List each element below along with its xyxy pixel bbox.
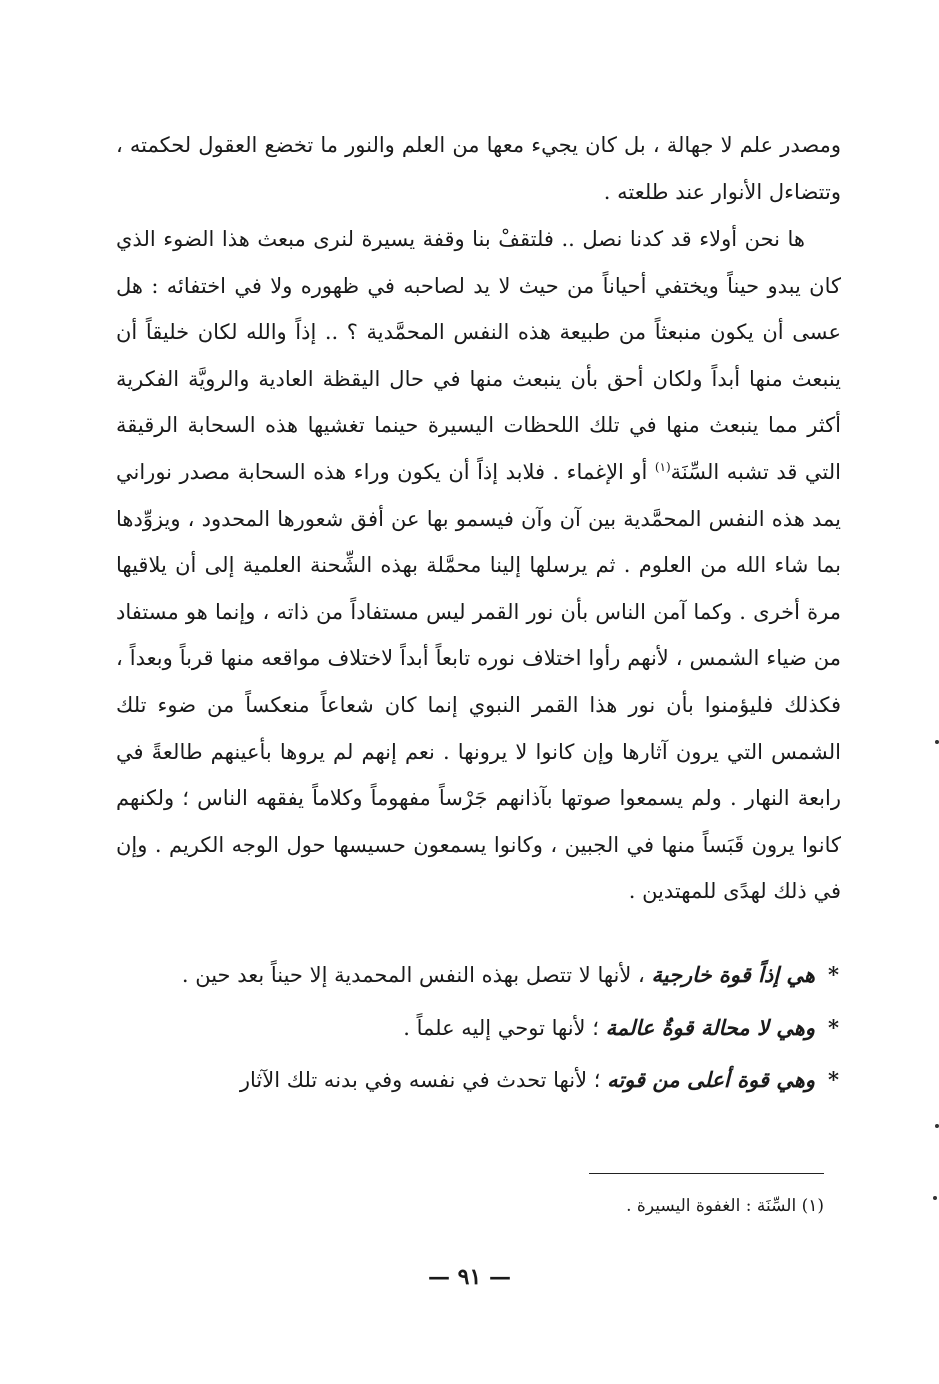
paragraph-2 xyxy=(116,216,841,915)
margin-dot xyxy=(933,1196,937,1200)
bullet-item-1 xyxy=(116,952,841,999)
bullet-mark: * xyxy=(828,1067,839,1093)
paragraph-1-text: ومصدر علم لا جهالة ، بل كان يجيء معها من العلم والنور ما تخضع العقول لحكمته ، وتتضاءل الأنوار عند طلعته . xyxy=(116,133,841,204)
footnote-reference: (١) xyxy=(654,459,671,474)
footnote: (١) السِّنَة : الغفوة اليسيرة . xyxy=(626,1196,824,1216)
paragraph-2-part-2: أو الإغماء . فلابد إذاً أن يكون وراء هذه السحابة مصدر نوراني يمد هذه النفس المحمَّدية بين آن وآن فيسمو بها عن أفق شعورها المحدود ، ويزوِّدها بما شاء الله من العلوم . ثم يرسلها إلينا محمَّلة بهذه الشِّحنة العلمية إلى أن يلاقيها مرة أخرى . وكما آمن الناس بأن نور القمر ليس مستفاداً من ذاته ، وإنما هو مستفاد من ضياء الشمس ، لأنهم رأوا اختلاف نوره تابعاً أبداً لاختلاف مواقعه منها قرباً وبعداً ، فكذلك فليؤمنوا بأن نور هذا القمر النبوي إنما كان شعاعاً منعكساً من ضوء تلك الشمس التي يرون آثارها وإن كانوا لا يرونها . نعم إنهم لم يروها بأعينهم طالعةً في رابعة النهار . ولم يسمعوا صوتها بآذانهم جَرْساً مفهوماً وكلاماً يفقهه الناس ؛ ولكنهم كانوا يرون قَبَساً منها في الجبين ، وكانوا يسمعون حسيسها حول الوجه الكريم . وإن في ذلك لهدًى للمهتدين . xyxy=(116,459,841,904)
bullet-item-3 xyxy=(116,1057,841,1104)
bullet-item-2 xyxy=(116,1005,841,1052)
paragraph-2-text xyxy=(116,216,841,915)
bullet-item-1-text: ، لأنها لا تتصل بهذه النفس المحمدية إلا حيناً بعد حين . xyxy=(181,963,652,987)
footnote-divider xyxy=(589,1173,824,1174)
bullet-item-2-heading: وهي لا محالة قوةٌ عالمة xyxy=(605,1014,815,1040)
paragraph-1 xyxy=(116,122,841,215)
bullet-list xyxy=(116,952,841,1110)
bullet-item-3-heading: وهي قوة أعلى من قوته xyxy=(607,1067,815,1093)
page-number: — ٩١ — xyxy=(428,1264,511,1290)
bullet-item-1-heading: هي إذاً قوة خارجية xyxy=(651,962,815,987)
bullet-mark: * xyxy=(828,962,839,987)
paragraph-2-part-1: ها نحن أولاء قد كدنا نصل .. فلتقفْ بنا وقفة يسيرة لنرى مبعث هذا الضوء الذي كان يبدو حيناً ويختفي أحياناً من حيث لا يد لصاحبه في ظهوره ولا في اختفائه : هل عسى أن يكون منبعثاً من طبيعة هذه النفس المحمَّدية ؟ .. إذاً والله لكان خليقاً أن ينبعث منها أبداً ولكان أحق بأن ينبعث منها في حال اليقظة العادية والرويَّة الفكرية أكثر مما ينبعث منها في تلك اللحظات اليسيرة حينما تغشيها هذه السحابة الرقيقة التي قد تشبه السِّنَة xyxy=(116,227,841,484)
bullet-item-2-text: ؛ لأنها توحي إليه علماً . xyxy=(403,1015,606,1040)
bullet-item-3-text: ؛ لأنها تحدث في نفسه وفي بدنه تلك الآثار xyxy=(239,1068,608,1093)
margin-dot xyxy=(935,1124,939,1128)
bullet-mark: * xyxy=(828,1014,839,1040)
margin-dot xyxy=(935,740,939,744)
